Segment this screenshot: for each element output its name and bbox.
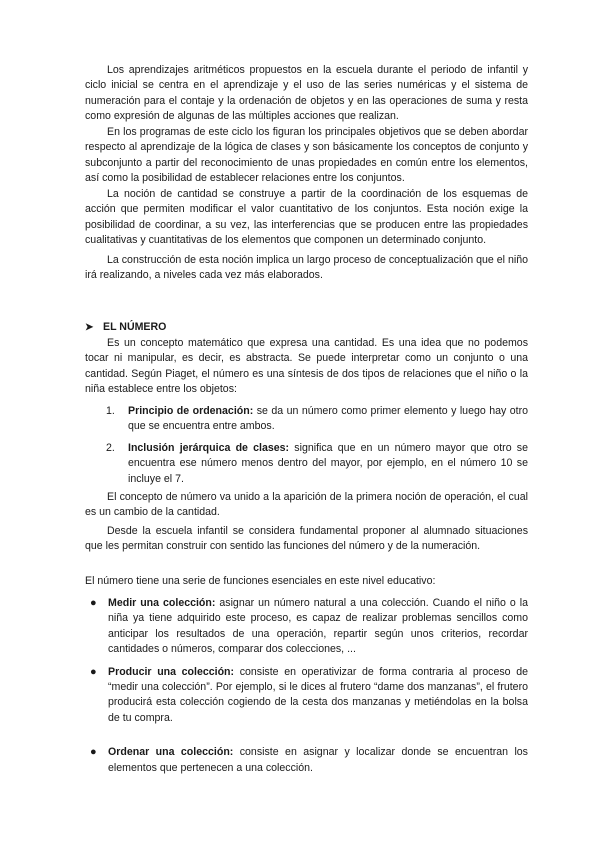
list-text: consiste en asignar y localizar donde se encuentran los elementos que pertenecen a una colección. <box>108 746 528 774</box>
list-text: consiste en operativizar de forma contraria al proceso de “medir una colección”. Por ejemplo, si le dices al frutero “dame dos manzanas”, el frutero producirá esta colección cogiendo de la cesta dos manzanas y metiéndolas en la bolsa de tu compra. <box>108 665 528 724</box>
list-text: significa que en un número mayor que otro se encuentra ese número menos dentro del mayor, por ejemplo, en el número 10 se incluye el 7. <box>128 441 528 485</box>
section-heading-text: EL NÚMERO <box>103 321 167 333</box>
section-heading <box>85 320 166 335</box>
list-term: Producir una colección: <box>108 665 235 678</box>
bullet-list <box>85 596 528 776</box>
paragraph-construction: La construcción de esta noción implica un largo proceso de conceptualización que el niño irá realizando, a niveles cada vez más elaborados. <box>85 254 528 282</box>
list-term: Inclusión jerárquica de clases: <box>128 441 290 454</box>
bullet-icon: ● <box>90 746 97 759</box>
paragraph-programs: En los programas de este ciclo los figuran los principales objetivos que se deben abordar respecto al aprendizaje de la lógica de clases y son básicamente los conceptos de conjunto y subconjunto a partir del reconocimiento de unas propiedades en común entre los elementos, así como la posibilidad de establecer relaciones entre los conjuntos. <box>85 126 528 185</box>
list-term: Ordenar una colección: <box>108 746 234 759</box>
list-term: Principio de ordenación: <box>128 405 254 417</box>
list-text: se da un número como primer elemento y luego hay otro que se encuentra entre ambos. <box>128 405 528 433</box>
paragraph-school: Desde la escuela infantil se considera fundamental proponer al alumnado situaciones que les permitan construir con sentido las funciones del número y de la numeración. <box>85 525 528 553</box>
list-number: 2. <box>106 441 115 454</box>
list-number: 1. <box>106 405 115 417</box>
numbered-list <box>106 404 528 493</box>
list-term: Medir una colección: <box>108 597 216 609</box>
bullet-icon: ● <box>90 665 97 678</box>
arrow-bullet-icon: ➤ <box>85 322 94 333</box>
paragraph-functions-intro: El número tiene una serie de funciones esenciales en este nivel educativo: <box>85 575 436 587</box>
paragraph-number-intro: Es un concepto matemático que expresa una cantidad. Es una idea que no podemos tocar ni manipular, es decir, es abstracta. Se puede interpretar como un conjunto o una cantidad. Según Piaget, el número es una síntesis de dos tipos de relaciones que el niño o la niña establece entre los objetos: <box>85 337 528 396</box>
paragraph-arithmetic: Los aprendizajes aritméticos propuestos en la escuela durante el periodo de infantil y ciclo inicial se centra en el aprendizaje y el uso de las series numéricas y el sistema de numeración para el contaje y la ordenación de objetos y en las operaciones de suma y resta como expresión de algunas de las múltiples acciones que realizan. <box>85 64 528 123</box>
list-item <box>85 745 528 776</box>
paragraph-operation: El concepto de número va unido a la aparición de la primera noción de operación, el cual es un cambio de la cantidad. <box>85 491 528 519</box>
bullet-icon: ● <box>90 597 97 609</box>
paragraph-quantity: La noción de cantidad se construye a partir de la coordinación de los esquemas de acción que permiten modificar el valor cuantitativo de los conjuntos. Esta noción exige la posibilidad de coordinar, a su vez, las interferencias que se producen entre las propiedades cualitativas y cuantitativas de los elementos que componen un determinado conjunto. <box>85 188 528 247</box>
list-item <box>106 404 528 435</box>
list-item <box>85 596 528 658</box>
list-item <box>106 441 528 487</box>
list-text: asignar un número natural a una colección. Cuando el niño o la niña ya tiene adquirido este proceso, es capaz de realizar problemas sencillos como anticipar los resultados de una operación, repartir según unos criterios, recordar cantidades o números, comparar dos colecciones, ... <box>108 597 529 656</box>
list-item <box>85 665 528 727</box>
